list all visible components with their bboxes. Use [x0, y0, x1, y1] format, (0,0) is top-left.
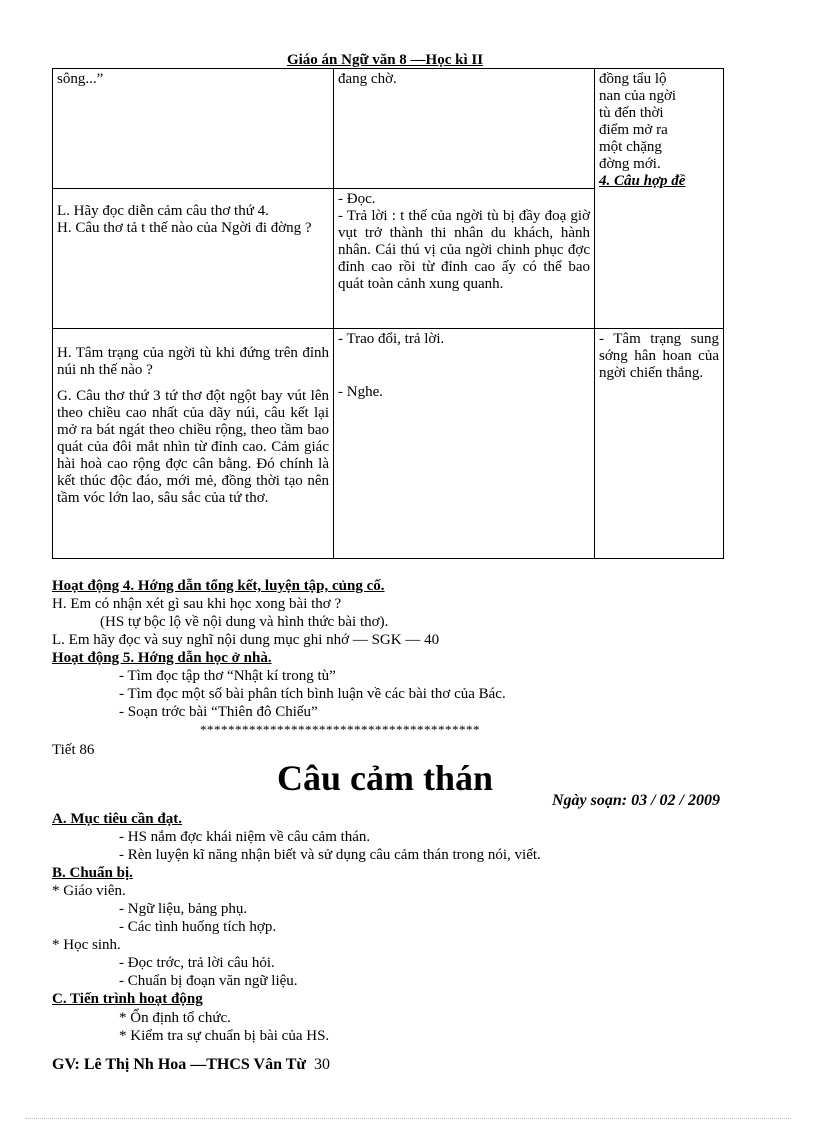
subsection-label: * Giáo viên.	[52, 883, 126, 899]
table-cell	[53, 329, 334, 559]
cell-text: - Tâm trạng sung sớng hân hoan của ngời chiến thắng.	[599, 331, 719, 381]
cell-text: đang chờ.	[338, 71, 397, 87]
cell-text: một chặng	[599, 139, 662, 155]
table-cell	[334, 329, 595, 559]
cell-text: - Trao đổi, trả lời.	[338, 331, 445, 347]
cell-text: - Trả lời : t thế của ngời tù bị đầy đoạ giờ vụt trở thành thi nhân du khách, hành nhân. Cái thú vị của ngời chinh phục đợc đỉnh cao rồi từ đỉnh cao ấy có thể bao quát toàn cảnh xung quanh.	[338, 208, 590, 292]
list-item: - Tìm đọc tập thơ “Nhật kí trong tù”	[119, 668, 336, 684]
page-edge-divider	[25, 1118, 791, 1119]
table-cell	[53, 189, 334, 329]
activity-heading: Hoạt động 4. Hớng dẫn tổng kết, luyện tập, củng cố.	[52, 578, 385, 594]
section-heading: 4. Câu hợp đề	[599, 173, 686, 189]
lesson-title: Câu cảm thán	[276, 758, 494, 798]
table-row	[53, 69, 724, 189]
table-cell	[595, 69, 724, 329]
cell-text: H. Tâm trạng của ngời tù khi đứng trên đỉnh núi nh thế nào ?	[57, 345, 329, 378]
table-cell	[53, 69, 334, 189]
list-item: - HS nắm đợc khái niệm về câu cảm thán.	[119, 829, 371, 845]
prep-date: Ngày soạn: 03 / 02 / 2009	[552, 792, 720, 809]
section-heading: A. Mục tiêu cần đạt.	[52, 811, 182, 827]
cell-text: điểm mở ra	[599, 122, 668, 138]
question-text: H. Em có nhận xét gì sau khi học xong bài thơ ?	[52, 596, 342, 612]
lesson-table	[52, 68, 724, 559]
table-cell	[334, 69, 595, 189]
page-header: Giáo án Ngữ văn 8 —Học kì II	[286, 52, 484, 68]
list-item: - Rèn luyện kĩ năng nhận biết và sử dụng câu cảm thán trong nói, viết.	[119, 847, 541, 863]
cell-text: H. Câu thơ tả t thế nào của Ngời đi đờng ?	[57, 220, 312, 236]
list-item: - Tìm đọc một số bài phân tích bình luận về các bài thơ của Bác.	[119, 686, 506, 702]
separator-stars: ****************************************	[200, 722, 480, 737]
answer-text: (HS tự bộc lộ về nội dung và hình thức bài thơ).	[100, 614, 389, 630]
cell-text: - Nghe.	[338, 384, 383, 400]
table-cell	[595, 329, 724, 559]
page-footer	[52, 1056, 330, 1074]
cell-text: đờng mới.	[599, 156, 661, 172]
cell-text: tù đến thời	[599, 105, 664, 121]
cell-text: đồng tẩu lộ	[599, 71, 667, 87]
cell-text: L. Hãy đọc diễn cảm câu thơ thứ 4.	[57, 203, 269, 219]
list-item: - Chuẩn bị đoạn văn ngữ liệu.	[119, 973, 298, 989]
subsection-label: * Học sinh.	[52, 937, 121, 953]
section-heading: C. Tiến trình hoạt động	[52, 991, 203, 1007]
question-text: L. Em hãy đọc và suy nghĩ nội dung mục ghi nhớ — SGK — 40	[52, 632, 440, 648]
table-cell	[334, 189, 595, 329]
cell-text: G. Câu thơ thứ 3 tứ thơ đột ngột bay vút lên theo chiều cao nhất của dãy núi, câu kết lại mở ra bát ngát theo chiều rộng, theo tầm bao quát của đôi mắt nhìn từ đỉnh cao. Cảm giác hài hoà cao rộng đợc cân bằng. Đó chính là kết thúc độc đáo, mới mẻ, đồng thời tạo nên tầm vóc lớn lao, sâu sắc của tứ thơ.	[57, 388, 329, 506]
cell-text: - Đọc.	[338, 191, 376, 207]
table-row	[53, 329, 724, 559]
list-item: - Đọc trớc, trả lời câu hỏi.	[119, 955, 275, 971]
cell-text: sông...”	[57, 71, 104, 87]
list-item: * Kiểm tra sự chuẩn bị bài của HS.	[119, 1028, 330, 1044]
list-item: - Các tình huống tích hợp.	[119, 919, 277, 935]
list-item: - Ngữ liệu, bảng phụ.	[119, 901, 248, 917]
footer-author: GV: Lê Thị Nh Hoa —THCS Vân Từ	[52, 1056, 306, 1073]
activity-heading: Hoạt động 5. Hớng dẫn học ở nhà.	[52, 650, 272, 666]
list-item: - Soạn trớc bài “Thiên đô Chiếu”	[119, 704, 318, 720]
list-item: * Ổn định tổ chức.	[119, 1010, 231, 1026]
section-heading: B. Chuẩn bị.	[52, 865, 133, 881]
page-number: 30	[313, 1056, 330, 1073]
cell-text: nan của ngời	[599, 88, 677, 104]
lesson-number: Tiết 86	[52, 742, 95, 758]
